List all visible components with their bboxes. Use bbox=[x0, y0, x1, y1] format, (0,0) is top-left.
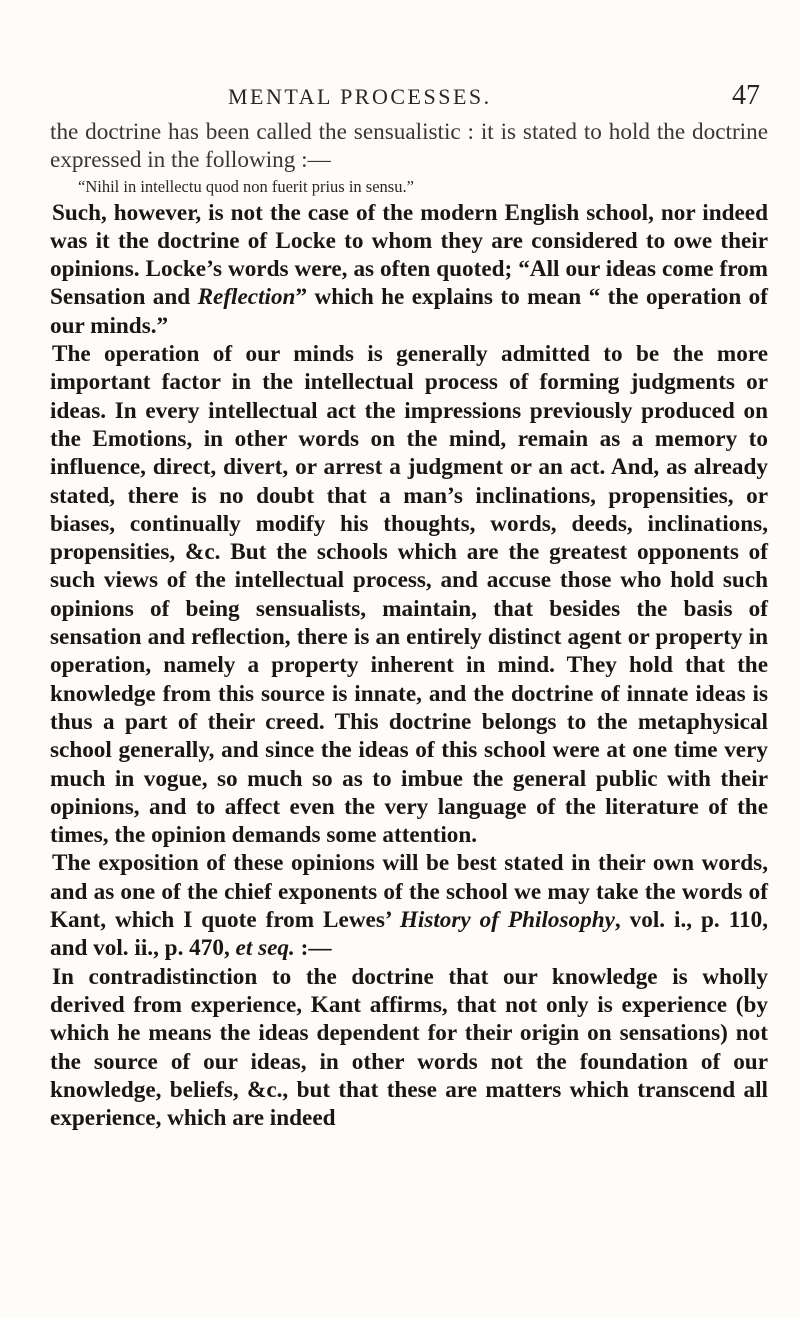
paragraph-4-text-c: :— bbox=[294, 935, 332, 962]
paragraph-4-text-a: The exposition of these opinions will be best stated in their own words, and as one of the chief exponents of the school we may take the words of Kant, which I quote from Lewes’ bbox=[50, 850, 768, 934]
paragraph-1: the doctrine has been called the sensualistic : it is stated to hold the doctrine expressed in the following :— bbox=[50, 119, 768, 174]
paragraph-2-text-b: ” which he explains to mean “ the operation of our minds.” bbox=[50, 284, 768, 339]
paragraph-4 bbox=[50, 849, 768, 962]
paragraph-3: The operation of our minds is generally admitted to be the more important factor in the intellectual process of forming judgments or ideas. In every intellectual act the impressions previously produced on the Emotions, in other words on the mind, remain as a memory to influence, direct, divert, or arrest a judgment or an act. And, as already stated, there is no doubt that a man’s inclinations, propensities, or biases, continually modify his thoughts, words, deeds, inclinations, propensities, &c. But the schools which are the greatest opponents of such views of the intellectual process, and accuse those who hold such opinions of being sensualists, maintain, that besides the basis of sensation and reflection, there is an entirely distinct agent or property in operation, namely a property inherent in mind. They hold that the knowledge from this source is innate, and the doctrine of innate ideas is thus a part of their creed. This doctrine belongs to the metaphysical school generally, and since the ideas of this school were at one time very much in vogue, so much so as to imbue the general public with their opinions, and to affect even the very language of the literature of the times, the opinion demands some attention. bbox=[50, 341, 768, 849]
paragraph-2 bbox=[50, 199, 768, 340]
book-page bbox=[50, 78, 768, 1132]
body-text bbox=[50, 118, 768, 1132]
paragraph-2-italic: Reflection bbox=[197, 284, 296, 311]
latin-quote: “Nihil in intellectu quod non fuerit prius in sensu.” bbox=[78, 176, 414, 196]
page-header bbox=[50, 78, 768, 118]
paragraph-4-text-b: , vol. i., p. 110, and vol. ii., p. 470, bbox=[50, 907, 768, 962]
paragraph-2-text-a: Such, however, is not the case of the modern English school, nor indeed was it the doctrine of Locke to whom they are considered to owe their opinions. Locke’s words were, as often quoted; “All our ideas come from Sensation and bbox=[50, 199, 768, 311]
paragraph-4-italic-etseq: et seq. bbox=[235, 935, 295, 962]
paragraph-5: In contradistinction to the doctrine that our knowledge is wholly derived from experience, Kant affirms, that not only is experience (by which he means the ideas dependent for their origin on sensations) not the source of our ideas, in other words not the foundation of our knowledge, beliefs, &c., but that these are matters which transcend all experience, which are indeed bbox=[50, 963, 768, 1132]
paragraph-4-italic-title: History of Philosophy bbox=[399, 907, 615, 934]
running-head: MENTAL PROCESSES. bbox=[228, 84, 492, 109]
page-number: 47 bbox=[732, 80, 760, 111]
